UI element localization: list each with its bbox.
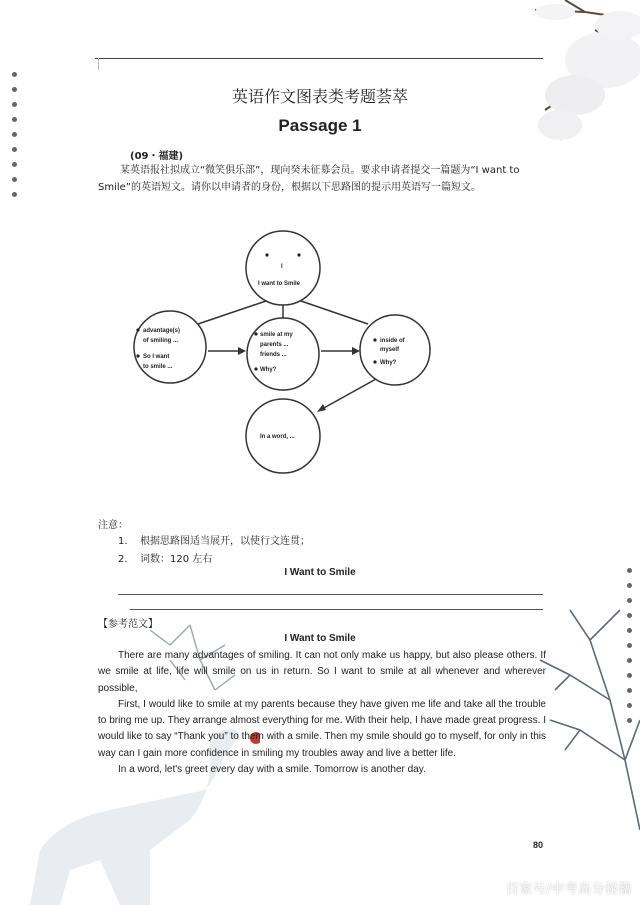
right-line-1: inside of [380,338,405,344]
essay-paragraph: There are many advantages of smiling. It can not only make us happy, but also please others. If we smile at life, life will smile on us in return. So I want to smile at all whenever and wherever possible, [98,650,546,694]
note-item: 2. 词数：120 左右 [118,554,213,565]
writing-title: I Want to Smile [284,567,356,578]
document-title: 英语作文图表类考题荟萃 [231,87,408,106]
branch-left [198,301,266,324]
essay-paragraph: First, I would like to smile at my parents because they have given me life and take all the trouble to bring me up. They arrange almost everything for me. With their help, I have made great progress. I would like to say “Thank you” to them with a smile. Then my smile should go to myself, for only in this way can I gain more confidence in smiling my troubles away and live a better life. [98,698,546,759]
mind-map-diagram [118,226,448,481]
sample-essay [98,648,546,778]
middle-line-2: parents ... [260,342,289,348]
question-source: (09・福建) [130,151,184,162]
center-label: I want to Smile [258,281,301,287]
note-item: 1. 根据思路图适当展开，以使行文连贯； [118,536,310,547]
right-line-2: myself [380,347,400,353]
question-intro: 某英语报社拟成立“微笑俱乐部”，现向癸未征募会员。要求申请者提交一篇题为“I want to Smile”的英语短文。请你以申请者的身份，根据以下思路图的提示用英语写一篇短文。 [98,165,520,193]
essay-paragraph: In a word, let's greet every day with a smile. Tomorrow is another day. [118,764,426,776]
reference-label: 【参考范文】 [98,619,158,630]
notes-label: 注意： [98,520,128,531]
writing-line [118,594,543,595]
middle-line-3: friends ... [260,352,287,358]
left-line-3: So I want [143,354,170,360]
middle-line-4: Why? [260,367,277,373]
bottom-label: In a word, ... [260,434,295,440]
middle-line-1: smile at my [260,332,293,338]
left-line-1: advantage(s) [143,328,181,334]
writing-line [130,609,543,610]
branch-right [301,301,368,324]
passage-title: Passage 1 [278,116,362,135]
right-line-3: Why? [380,360,397,366]
sample-essay-title: I Want to Smile [284,633,356,644]
left-circle [134,311,206,383]
watermark-text: 百家号/中考高分秘籍 [505,882,632,897]
frame-corner [98,58,99,70]
svg-text:I: I [281,264,283,270]
arrow-right-bottom [322,379,376,409]
left-line-4: to smile ... [143,364,173,370]
page-number: 80 [533,840,544,850]
center-circle [246,231,320,305]
left-line-2: of smiling ... [143,338,179,344]
